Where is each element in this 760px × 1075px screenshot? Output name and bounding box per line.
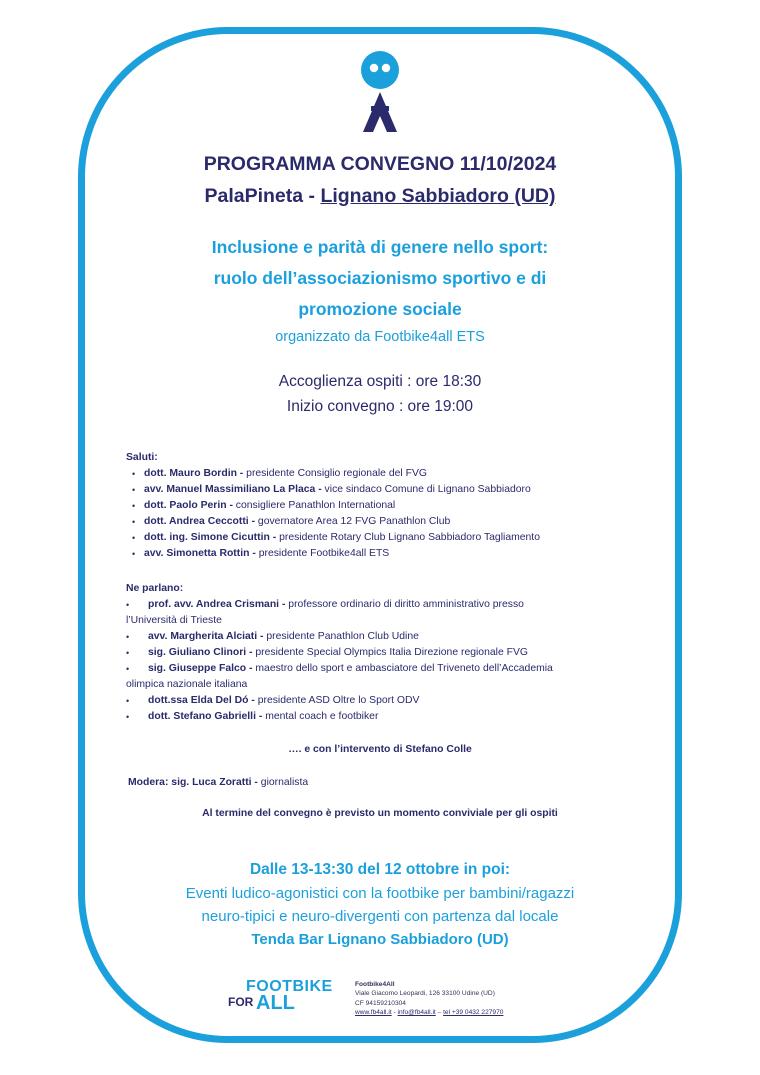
saluti-section — [126, 450, 646, 562]
saluti-list — [126, 466, 646, 562]
list-item: • avv. Margherita Alciati - presidente Panathlon Club Udine — [126, 629, 646, 645]
email-link[interactable]: info@fb4all.it — [397, 1008, 436, 1016]
list-item: • prof. avv. Andrea Crismani - professore ordinario di diritto amministrativo presso l’Università di Trieste — [126, 597, 646, 629]
venue-name: PalaPineta - — [204, 185, 321, 207]
start-time: Inizio convegno : ore 19:00 — [286, 398, 474, 415]
list-item: • dott. ing. Simone Cicuttin - presidente Rotary Club Lignano Sabbiadoro Tagliamento — [126, 530, 646, 546]
moderator-label: Modera: sig. Luca Zoratti - — [128, 777, 258, 788]
footer-contact-info — [355, 980, 503, 1017]
event-venue: Tenda Bar Lignano Sabbiadoro (UD) — [251, 931, 509, 948]
event-line-1: Eventi ludico-agonistici con la footbike per bambini/ragazzi — [185, 885, 575, 902]
list-item: • dott. Mauro Bordin - presidente Consiglio regionale del FVG — [126, 466, 646, 482]
speakers-section — [126, 581, 646, 725]
list-item: • dott. Paolo Perin - consigliere Panathlon International — [126, 498, 646, 514]
list-item: • sig. Giuseppe Falco - maestro dello sport e ambasciatore del Triveneto dell’Accademia olimpica nazionale italiana — [126, 661, 646, 693]
venue-place: Lignano Sabbiadoro (UD) — [320, 185, 556, 207]
list-item: • dott. Stefano Gabrielli - mental coach e footbiker — [126, 709, 646, 725]
list-item: • dott.ssa Elda Del Dó - presidente ASD Oltre lo Sport ODV — [126, 693, 646, 709]
list-item: • sig. Giuliano Clinori - presidente Special Olympics Italia Direzione regionale FVG — [126, 645, 646, 661]
organizer-line: organizzato da Footbike4all ETS — [275, 329, 485, 345]
event-line-2: neuro-tipici e neuro-divergenti con partenza dal locale — [201, 908, 559, 925]
footbike4all-logo — [228, 978, 340, 1016]
topic-line-2: ruolo dell’associazionismo sportivo e di — [213, 268, 547, 288]
speakers-title: Ne parlano: — [126, 583, 184, 594]
logo-text-footbike: FOOTBIKE — [246, 978, 333, 995]
topic-line-1: Inclusione e parità di genere nello sport: — [211, 237, 549, 257]
intervention-note: …. e con l’intervento di Stefano Colle — [288, 744, 472, 755]
topic-block — [0, 232, 760, 348]
title-line-2 — [0, 180, 760, 212]
moderator-line — [128, 777, 308, 788]
topic-line-3: promozione sociale — [298, 299, 462, 319]
list-item: • avv. Simonetta Rottin - presidente Footbike4all ETS — [126, 546, 646, 562]
list-item: • dott. Andrea Ceccotti - governatore Area 12 FVG Panathlon Club — [126, 514, 646, 530]
event-head: Dalle 13-13:30 del 12 ottobre in poi: — [249, 861, 511, 878]
event-block — [0, 857, 760, 952]
footer-contacts: www.fb4all.it - info@fb4all.it – tel +39 0432 227970 — [355, 1008, 504, 1016]
list-item: • avv. Manuel Massimiliano La Placa - vice sindaco Comune di Lignano Sabbiadoro — [126, 482, 646, 498]
program-title — [0, 148, 760, 212]
schedule-block — [0, 369, 760, 419]
welcome-time: Accoglienza ospiti : ore 18:30 — [278, 373, 482, 390]
footer-org-name: Footbike4All — [355, 981, 395, 988]
moderator-role: giornalista — [257, 777, 309, 788]
footbike-person-logo-icon — [358, 50, 402, 132]
closing-note: Al termine del convegno è previsto un momento conviviale per gli ospiti — [202, 808, 558, 819]
logo-text-for: FOR — [228, 995, 254, 1009]
website-link[interactable]: www.fb4all.it — [355, 1008, 392, 1016]
title-line-1: PROGRAMMA CONVEGNO 11/10/2024 — [203, 153, 557, 175]
speakers-list — [126, 597, 646, 725]
saluti-title: Saluti: — [126, 452, 158, 463]
logo-text-all: ALL — [256, 992, 295, 1014]
footer-cf: CF 94159210304 — [355, 999, 406, 1007]
phone-link[interactable]: tel +39 0432 227970 — [443, 1008, 504, 1016]
footer-address: Viale Giacomo Leopardi, 126 33100 Udine (UD) — [355, 990, 495, 998]
